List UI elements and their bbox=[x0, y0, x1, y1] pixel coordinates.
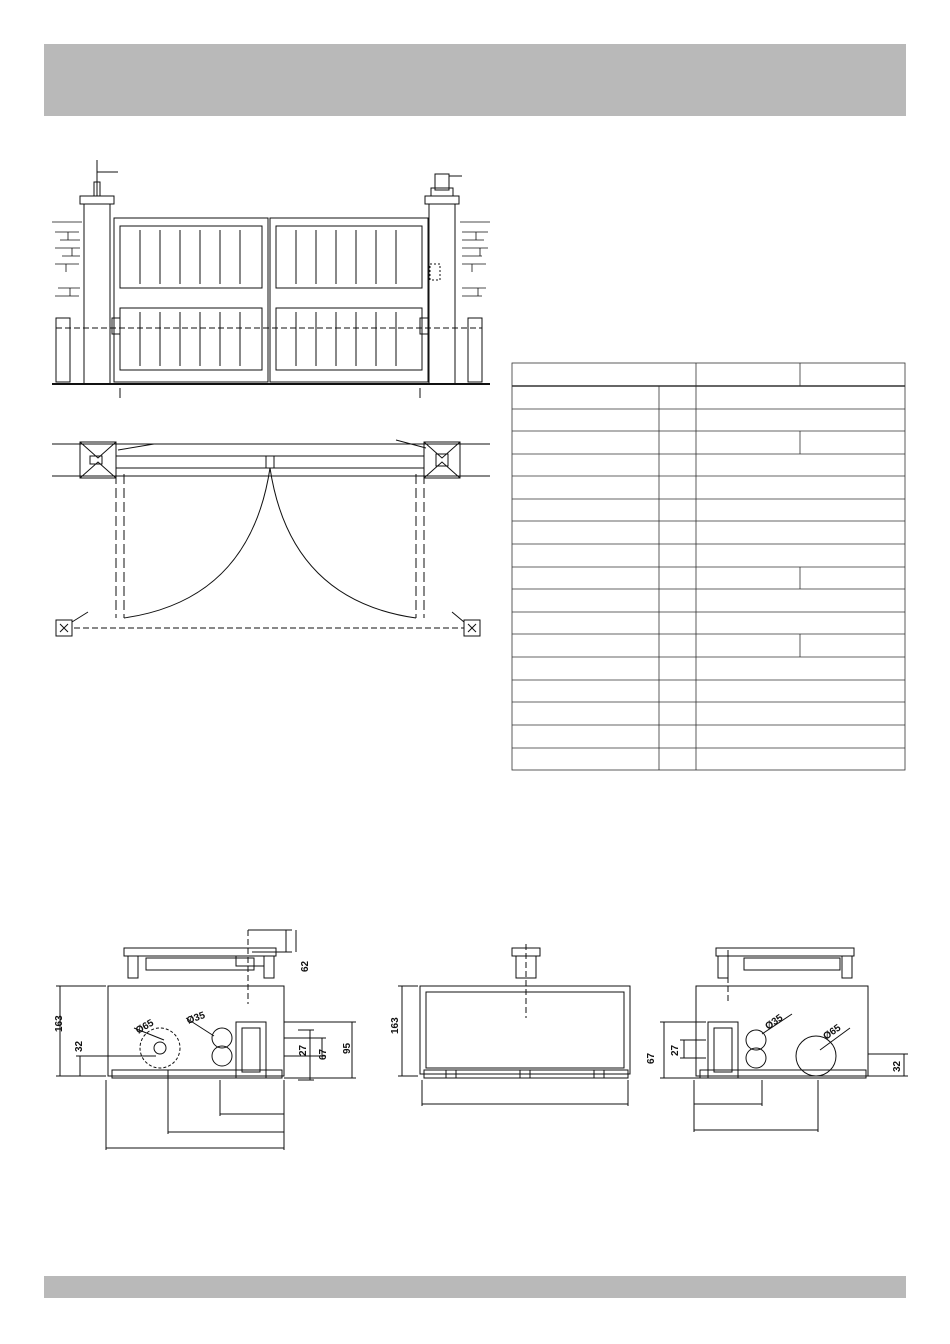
dim-32-left: 32 bbox=[74, 1040, 85, 1052]
dim-height-front: 163 bbox=[390, 1017, 401, 1034]
motor-side-view-left bbox=[56, 930, 356, 1150]
pillar-left bbox=[80, 160, 118, 384]
brick-wall-left bbox=[52, 222, 82, 296]
dim-32-right: 32 bbox=[892, 1060, 903, 1072]
dim-27-right: 27 bbox=[670, 1044, 681, 1056]
dim-27-left: 27 bbox=[298, 1044, 309, 1056]
dim-hole-large-right: Ø65 bbox=[821, 1022, 844, 1043]
brick-wall-right bbox=[460, 222, 490, 296]
dim-67-right: 67 bbox=[646, 1052, 657, 1064]
gate-leaf-right bbox=[270, 218, 428, 382]
motor-front-view bbox=[398, 944, 630, 1106]
gate-elevation-drawing bbox=[52, 160, 490, 398]
gate-leaf-left bbox=[114, 218, 268, 382]
spec-table bbox=[512, 363, 905, 770]
dim-95-left: 95 bbox=[342, 1042, 353, 1054]
motor-side-view-right bbox=[660, 948, 908, 1132]
dim-hole-large-left: Ø65 bbox=[134, 1017, 156, 1037]
dim-62-left: 62 bbox=[300, 960, 311, 972]
dim-67-left: 67 bbox=[318, 1048, 329, 1060]
gate-plan-drawing bbox=[52, 440, 490, 636]
dim-hole-small-right: Ø35 bbox=[763, 1012, 786, 1033]
pillar-right bbox=[425, 174, 462, 384]
dim-hole-small-left: Ø35 bbox=[185, 1010, 207, 1027]
dim-height-left: 163 bbox=[54, 1015, 65, 1032]
